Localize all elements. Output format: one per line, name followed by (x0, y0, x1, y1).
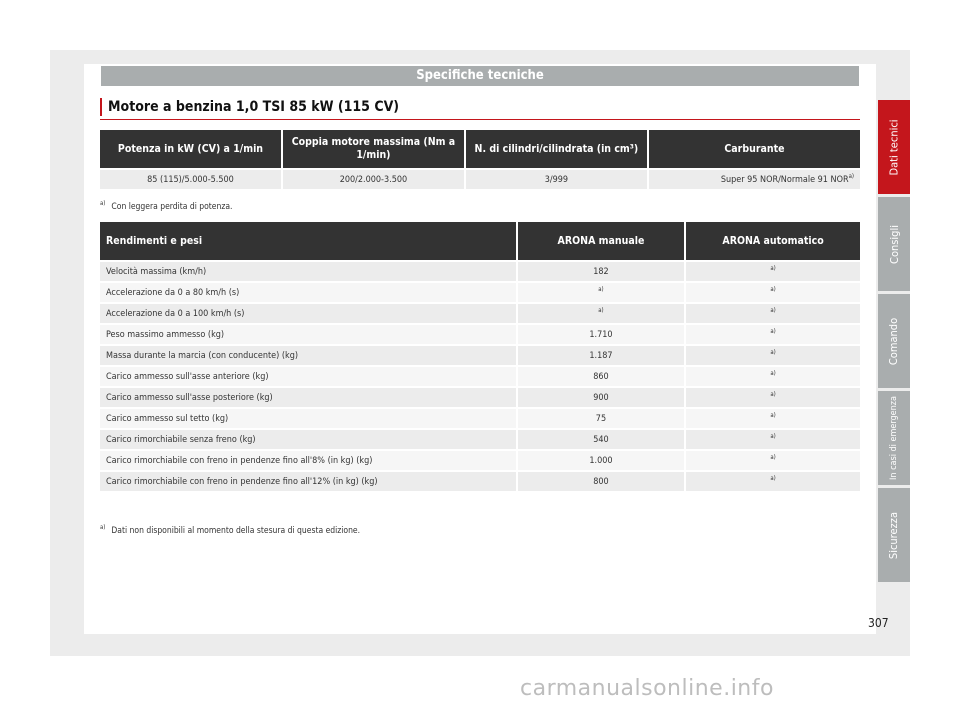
auto-footnote: a) (770, 369, 776, 377)
tab-dati-tecnici[interactable] (878, 100, 910, 194)
row-manual (518, 283, 684, 302)
row-auto (686, 367, 860, 386)
tab-sicurezza[interactable] (878, 488, 910, 582)
engine-cell-torque: 200/2.000-3.500 (283, 170, 464, 189)
row-manual (518, 304, 684, 323)
watermark: carmanualsonline.info (520, 676, 774, 701)
auto-footnote: a) (770, 285, 776, 293)
row-manual (518, 451, 684, 470)
engine-header-power: Potenza in kW (CV) a 1/min (100, 130, 281, 168)
table-row (100, 472, 860, 491)
row-label: Carico rimorchiabile con freno in pendenze fino all'8% (in kg) (kg) (100, 451, 516, 470)
row-manual (518, 472, 684, 491)
row-auto (686, 472, 860, 491)
row-label: Carico ammesso sull'asse posteriore (kg) (100, 388, 516, 407)
row-manual (518, 346, 684, 365)
footnote-1-marker: a) (100, 200, 106, 208)
footnote-2-text: Dati non disponibili al momento della stesura di questa edizione. (111, 526, 361, 536)
engine-header-torque: Coppia motore massima (Nm a 1/min) (283, 130, 464, 168)
row-auto (686, 409, 860, 428)
page-title: Motore a benzina 1,0 TSI 85 kW (115 CV) (100, 98, 399, 116)
perf-header-auto: ARONA automatico (686, 222, 860, 260)
row-auto (686, 325, 860, 344)
manual-value: 800 (593, 476, 609, 487)
auto-footnote: a) (770, 264, 776, 272)
engine-spec-table (98, 128, 862, 191)
row-label: Carico rimorchiabile senza freno (kg) (100, 430, 516, 449)
row-manual (518, 388, 684, 407)
row-manual (518, 430, 684, 449)
section-header: Specifiche tecniche (101, 66, 859, 86)
auto-footnote: a) (770, 474, 776, 482)
table-row (100, 346, 860, 365)
tab-comando[interactable] (878, 294, 910, 388)
table-row (100, 283, 860, 302)
footnote-1 (100, 202, 233, 212)
footnote-2 (100, 526, 360, 536)
auto-footnote: a) (770, 348, 776, 356)
row-auto (686, 262, 860, 281)
row-auto (686, 304, 860, 323)
row-label: Massa durante la marcia (con conducente) (kg) (100, 346, 516, 365)
row-label: Carico rimorchiabile con freno in pendenze fino all'12% (in kg) (kg) (100, 472, 516, 491)
auto-footnote: a) (770, 390, 776, 398)
row-label: Carico ammesso sull'asse anteriore (kg) (100, 367, 516, 386)
manual-value: 1.000 (589, 455, 613, 466)
row-auto (686, 430, 860, 449)
engine-cell-cylinders: 3/999 (466, 170, 647, 189)
perf-table-body (100, 262, 860, 491)
row-label: Velocità massima (km/h) (100, 262, 516, 281)
row-auto (686, 283, 860, 302)
footnote-1-text: Con leggera perdita di potenza. (111, 202, 233, 212)
row-auto (686, 346, 860, 365)
tab-label: Dati tecnici (887, 118, 901, 176)
table-row (100, 325, 860, 344)
table-row (100, 367, 860, 386)
engine-cell-fuel (649, 170, 860, 189)
perf-header-manual: ARONA manuale (518, 222, 684, 260)
row-manual (518, 325, 684, 344)
tab-label: Sicurezza (887, 511, 901, 559)
row-label: Accelerazione da 0 a 80 km/h (s) (100, 283, 516, 302)
auto-footnote: a) (770, 306, 776, 314)
manual-value: 540 (593, 434, 609, 445)
manual-value: 1.187 (589, 350, 613, 361)
table-row (100, 388, 860, 407)
auto-footnote: a) (770, 453, 776, 461)
row-manual (518, 367, 684, 386)
table-row (100, 262, 860, 281)
auto-footnote: a) (770, 327, 776, 335)
tab-consigli[interactable] (878, 197, 910, 291)
performance-table (98, 220, 862, 493)
engine-header-cylinders: N. di cilindri/cilindrata (in cm³) (466, 130, 647, 168)
fuel-value: Super 95 NOR/Normale 91 NOR (720, 174, 849, 185)
manual-footnote: a) (598, 306, 604, 314)
title-divider (100, 119, 860, 120)
engine-header-fuel: Carburante (649, 130, 860, 168)
manual-value: 860 (593, 371, 609, 382)
manual-value: 900 (593, 392, 609, 403)
tab-label: In casi di emergenza (889, 396, 899, 480)
row-manual (518, 409, 684, 428)
footnote-2-marker: a) (100, 524, 106, 532)
fuel-footnote-marker: a) (848, 172, 854, 180)
page-number: 307 (868, 616, 889, 630)
table-row (100, 304, 860, 323)
row-label: Peso massimo ammesso (kg) (100, 325, 516, 344)
row-manual (518, 262, 684, 281)
auto-footnote: a) (770, 411, 776, 419)
row-label: Carico ammesso sul tetto (kg) (100, 409, 516, 428)
row-auto (686, 451, 860, 470)
table-row (100, 430, 860, 449)
manual-value: 182 (593, 266, 609, 277)
perf-header-label: Rendimenti e pesi (100, 222, 516, 260)
row-label: Accelerazione da 0 a 100 km/h (s) (100, 304, 516, 323)
manual-footnote: a) (598, 285, 604, 293)
manual-value: 75 (595, 413, 607, 424)
table-row (100, 451, 860, 470)
table-row (100, 409, 860, 428)
manual-value: 1.710 (589, 329, 613, 340)
tab-label: Consigli (887, 224, 901, 264)
tab-label: Comando (887, 317, 901, 365)
row-auto (686, 388, 860, 407)
tab-emergenza[interactable] (878, 391, 910, 485)
engine-cell-power: 85 (115)/5.000-5.500 (100, 170, 281, 189)
auto-footnote: a) (770, 432, 776, 440)
